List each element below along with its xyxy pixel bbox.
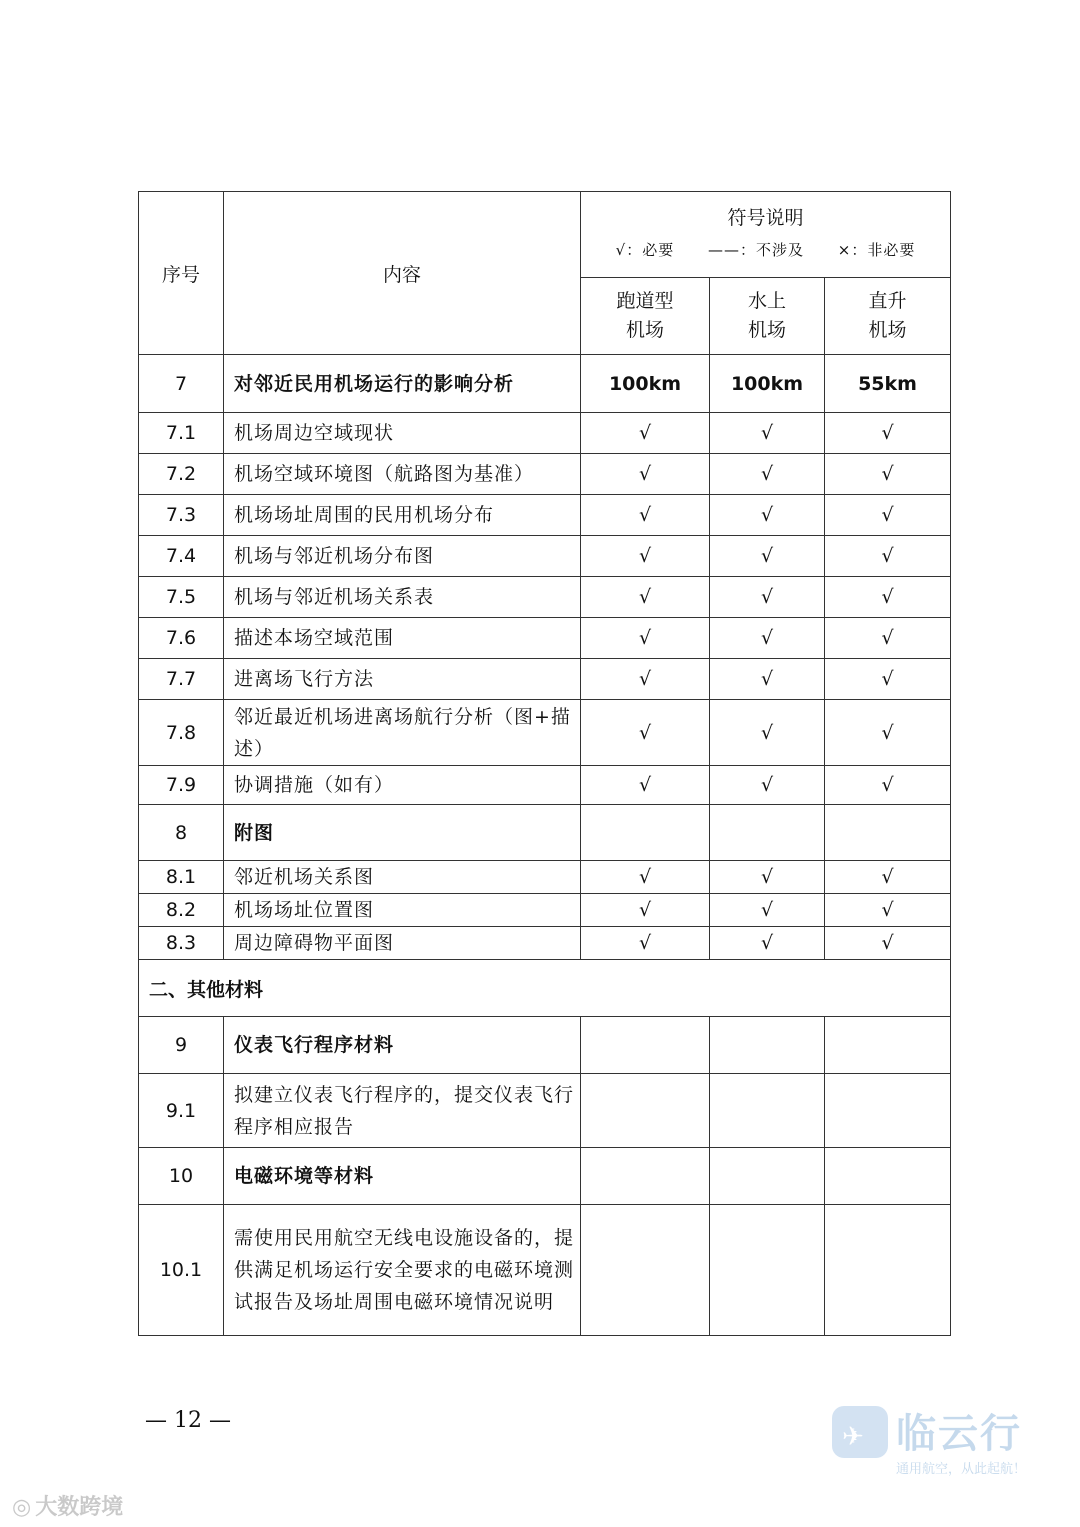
- requirement-mark: √: [825, 577, 951, 618]
- legend-not-applicable: ——：不涉及: [708, 241, 805, 259]
- requirement-mark: [710, 1017, 825, 1074]
- requirement-mark: √: [710, 413, 825, 454]
- row-content: 协调措施（如有）: [224, 766, 581, 805]
- requirement-mark: √: [581, 700, 710, 766]
- row-content: 周边障碍物平面图: [224, 927, 581, 960]
- row-content: 邻近最近机场进离场航行分析（图+描述）: [224, 700, 581, 766]
- section-row: [139, 960, 951, 1017]
- requirement-mark: √: [710, 618, 825, 659]
- row-number: 7.1: [139, 413, 224, 454]
- table-row: [139, 413, 951, 454]
- requirement-mark: √: [710, 659, 825, 700]
- table-row: [139, 805, 951, 861]
- requirement-mark: √: [825, 861, 951, 894]
- row-number: 8: [139, 805, 224, 861]
- requirement-mark: √: [825, 618, 951, 659]
- requirement-mark: [710, 1074, 825, 1148]
- row-content: 机场周边空域现状: [224, 413, 581, 454]
- distance-value: 100km: [710, 355, 825, 413]
- legend-line: [581, 234, 950, 266]
- requirement-mark: [710, 1205, 825, 1336]
- row-content: 机场场址位置图: [224, 894, 581, 927]
- row-number: 7.6: [139, 618, 224, 659]
- requirement-mark: √: [581, 577, 710, 618]
- requirement-mark: √: [825, 927, 951, 960]
- table-row: [139, 766, 951, 805]
- requirement-mark: √: [825, 700, 951, 766]
- airport-type-heliport: 直升 机场: [825, 278, 951, 355]
- table-row: [139, 927, 951, 960]
- requirement-mark: √: [581, 927, 710, 960]
- watermark-slogan: 通用航空，从此起航！: [896, 1462, 1027, 1477]
- requirement-mark: √: [710, 927, 825, 960]
- row-content: 机场场址周围的民用机场分布: [224, 495, 581, 536]
- row-number: 7: [139, 355, 224, 413]
- requirement-mark: [825, 1074, 951, 1148]
- row-number: 9: [139, 1017, 224, 1074]
- requirement-mark: [825, 1205, 951, 1336]
- distance-value: 55km: [825, 355, 951, 413]
- table-row: [139, 618, 951, 659]
- weibo-icon: ◎: [12, 1495, 32, 1520]
- table-row: [139, 495, 951, 536]
- legend-title: 符号说明: [727, 207, 804, 229]
- table-row: [139, 700, 951, 766]
- row-content: 电磁环境等材料: [224, 1148, 581, 1205]
- row-number: 8.3: [139, 927, 224, 960]
- requirement-mark: [825, 1017, 951, 1074]
- requirement-mark: √: [581, 454, 710, 495]
- row-content: 描述本场空域范围: [224, 618, 581, 659]
- requirement-mark: √: [581, 861, 710, 894]
- requirement-mark: [710, 805, 825, 861]
- requirement-mark: √: [710, 700, 825, 766]
- row-content: 仪表飞行程序材料: [224, 1017, 581, 1074]
- row-content: 机场与邻近机场关系表: [224, 577, 581, 618]
- row-content: 机场空域环境图（航路图为基准）: [224, 454, 581, 495]
- row-content: 对邻近民用机场运行的影响分析: [224, 355, 581, 413]
- distance-value: 100km: [581, 355, 710, 413]
- table-row: [139, 1148, 951, 1205]
- requirement-mark: [581, 1017, 710, 1074]
- requirement-mark: √: [710, 766, 825, 805]
- row-number: 7.4: [139, 536, 224, 577]
- requirement-mark: [825, 1148, 951, 1205]
- requirement-mark: √: [710, 577, 825, 618]
- requirement-mark: √: [581, 536, 710, 577]
- table-row: [139, 1205, 951, 1336]
- row-number: 10.1: [139, 1205, 224, 1336]
- table-row: [139, 1074, 951, 1148]
- row-number: 8.1: [139, 861, 224, 894]
- watermark-account: ◎ 大数跨境: [12, 1495, 124, 1520]
- row-number: 7.5: [139, 577, 224, 618]
- table-row: [139, 536, 951, 577]
- row-number: 10: [139, 1148, 224, 1205]
- table-row: [139, 659, 951, 700]
- requirement-mark: [581, 1205, 710, 1336]
- watermark-brand: 临云行: [896, 1411, 1022, 1457]
- section-title: 二、其他材料: [139, 960, 951, 1017]
- requirement-mark: √: [825, 894, 951, 927]
- airplane-icon: ✈: [842, 1422, 864, 1452]
- requirement-mark: √: [581, 766, 710, 805]
- legend-not-required: ×：非必要: [837, 241, 916, 259]
- requirement-mark: √: [825, 659, 951, 700]
- requirement-mark: √: [825, 413, 951, 454]
- row-number: 7.3: [139, 495, 224, 536]
- table-body: [139, 355, 951, 1336]
- watermark-logo: [832, 1406, 888, 1458]
- row-content: 机场与邻近机场分布图: [224, 536, 581, 577]
- requirement-mark: √: [825, 454, 951, 495]
- row-content: 拟建立仪表飞行程序的，提交仪表飞行程序相应报告: [224, 1074, 581, 1148]
- requirement-mark: √: [581, 413, 710, 454]
- legend-cell: [581, 192, 951, 278]
- row-number: 7.9: [139, 766, 224, 805]
- requirement-mark: √: [710, 454, 825, 495]
- row-number: 7.7: [139, 659, 224, 700]
- requirement-mark: √: [581, 495, 710, 536]
- requirement-mark: √: [710, 894, 825, 927]
- airport-type-runway: 跑道型 机场: [581, 278, 710, 355]
- header-row: [139, 192, 951, 278]
- table-row: [139, 861, 951, 894]
- row-number: 9.1: [139, 1074, 224, 1148]
- requirement-mark: √: [581, 659, 710, 700]
- requirement-mark: [710, 1148, 825, 1205]
- legend-required: √：必要: [615, 241, 675, 259]
- row-content: 进离场飞行方法: [224, 659, 581, 700]
- row-number: 7.8: [139, 700, 224, 766]
- requirement-mark: √: [581, 618, 710, 659]
- table-row: [139, 355, 951, 413]
- requirement-mark: √: [825, 536, 951, 577]
- airport-type-water: 水上 机场: [710, 278, 825, 355]
- row-content: 需使用民用航空无线电设施设备的，提供满足机场运行安全要求的电磁环境测试报告及场址周围电磁环境情况说明: [224, 1205, 581, 1336]
- requirement-mark: √: [825, 766, 951, 805]
- header-content: 内容: [224, 192, 581, 355]
- requirement-mark: [581, 805, 710, 861]
- row-number: 8.2: [139, 894, 224, 927]
- requirement-mark: √: [581, 894, 710, 927]
- requirement-mark: √: [825, 495, 951, 536]
- table-row: [139, 454, 951, 495]
- requirement-mark: √: [710, 495, 825, 536]
- row-content: 附图: [224, 805, 581, 861]
- table-row: [139, 1017, 951, 1074]
- table-row: [139, 577, 951, 618]
- requirement-mark: [581, 1074, 710, 1148]
- requirement-mark: √: [710, 536, 825, 577]
- requirement-mark: [581, 1148, 710, 1205]
- page-number: — 12 —: [145, 1408, 231, 1433]
- requirement-mark: √: [710, 861, 825, 894]
- row-content: 邻近机场关系图: [224, 861, 581, 894]
- requirement-mark: [825, 805, 951, 861]
- row-number: 7.2: [139, 454, 224, 495]
- table-row: [139, 894, 951, 927]
- header-seq: 序号: [139, 192, 224, 355]
- requirements-table: [138, 191, 951, 1336]
